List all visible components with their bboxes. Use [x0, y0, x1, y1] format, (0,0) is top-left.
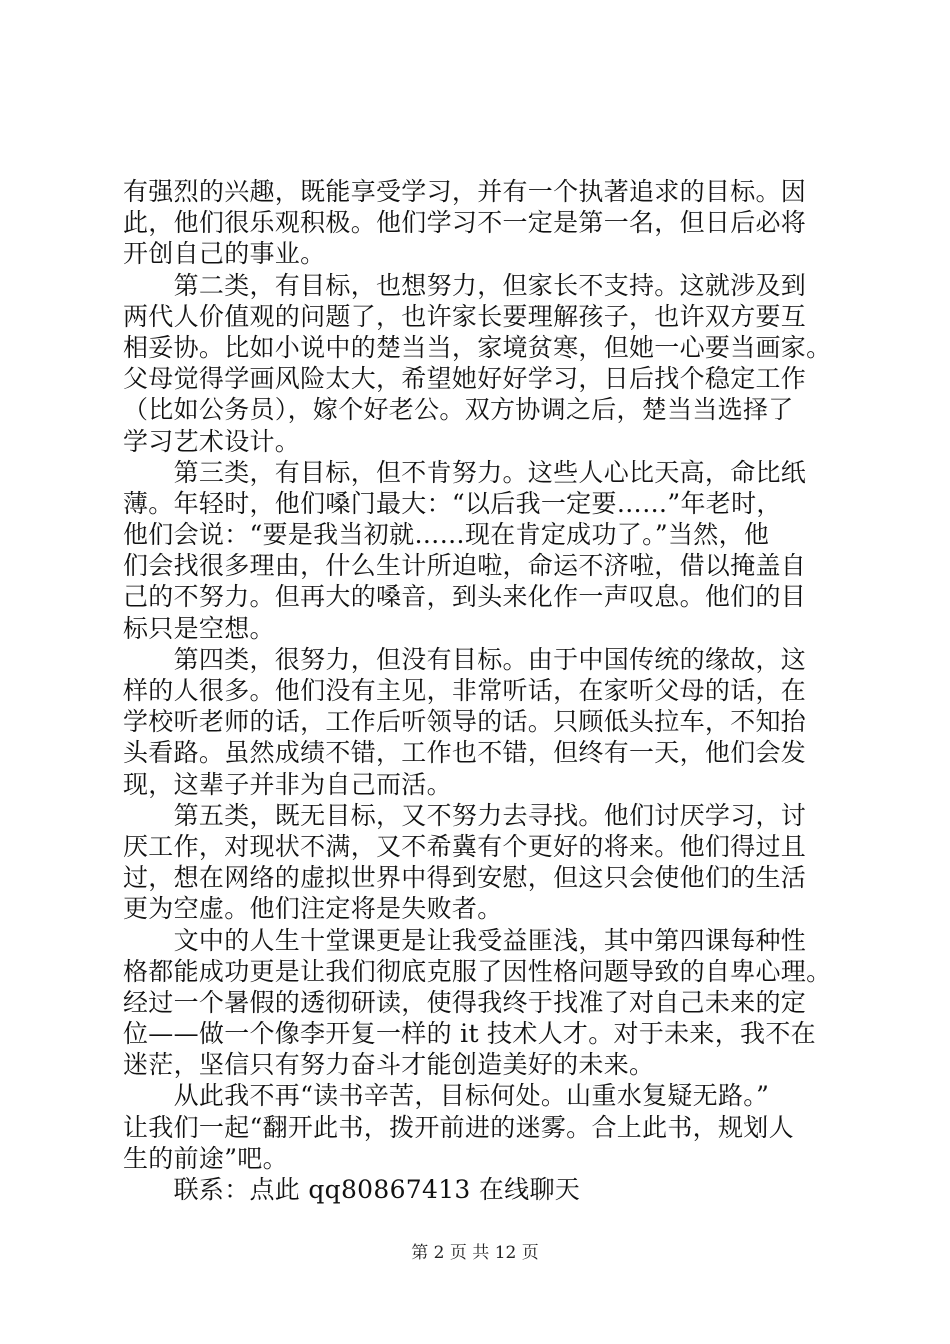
text-line: 位——做一个像李开复一样的 it 技术人才。对于未来，我不在: [123, 1019, 816, 1049]
text-line: 有强烈的兴趣，既能享受学习，并有一个执著追求的目标。因: [123, 177, 807, 206]
text-line: 薄。年轻时，他们嗓门最大：“以后我一定要……”年老时，: [123, 488, 782, 518]
text-line: 己的不努力。但再大的嗓音，到头来化作一声叹息。他们的目: [123, 582, 807, 612]
text-line: 学习艺术设计。: [123, 426, 301, 456]
text-line: 们会找很多理由，什么生计所迫啦，命运不济啦，借以掩盖自: [123, 551, 807, 581]
text-line: 第四类，很努力，但没有目标。由于中国传统的缘故，这: [123, 644, 807, 674]
text-line: 父母觉得学画风险太大，希望她好好学习，日后找个稳定工作: [123, 364, 807, 394]
text-line: 经过一个暑假的透彻研读，使得我终于找准了对自己未来的定: [123, 987, 807, 1017]
text-line: 此，他们很乐观积极。他们学习不一定是第一名，但日后必将: [123, 208, 807, 238]
text-line: 过，想在网络的虚拟世界中得到安慰，但这只会使他们的生活: [123, 863, 807, 893]
text-line: 厌工作，对现状不满，又不希冀有个更好的将来。他们得过且: [123, 831, 807, 861]
text-line: 两代人价值观的问题了，也许家长要理解孩子，也许双方要互: [123, 301, 807, 331]
text-line: 他们会说：“要是我当初就……现在肯定成功了。”当然，他: [123, 520, 770, 550]
text-line: 联系：点此 qq80867413 在线聊天: [123, 1175, 581, 1204]
document-body: [123, 176, 843, 1205]
text-line: 迷茫，坚信只有努力奋斗才能创造美好的未来。: [123, 1050, 655, 1080]
text-line: 相妥协。比如小说中的楚当当，家境贫寒，但她一心要当画家。: [123, 332, 832, 362]
text-line: 更为空虚。他们注定将是失败者。: [123, 894, 503, 924]
text-line: 让我们一起“翻开此书，拨开前进的迷雾。合上此书，规划人: [123, 1112, 794, 1142]
text-line: 生的前途”吧。: [123, 1143, 288, 1173]
text-line: 文中的人生十堂课更是让我受益匪浅，其中第四课每种性: [123, 925, 807, 955]
text-line: 第二类，有目标，也想努力，但家长不支持。这就涉及到: [123, 270, 807, 300]
text-line: （比如公务员），嫁个好老公。双方协调之后，楚当当选择了: [123, 395, 794, 425]
text-line: 第五类，既无目标，又不努力去寻找。他们讨厌学习，讨: [123, 800, 807, 830]
text-line: 标只是空想。: [123, 613, 275, 643]
text-line: 现，这辈子并非为自己而活。: [123, 769, 452, 799]
text-line: 第三类，有目标，但不肯努力。这些人心比天高，命比纸: [123, 457, 807, 487]
text-line: 样的人很多。他们没有主见，非常听话，在家听父母的话，在: [123, 676, 807, 705]
text-line: 格都能成功更是让我们彻底克服了因性格问题导致的自卑心理。: [123, 956, 832, 986]
text-line: 学校听老师的话，工作后听领导的话。只顾低头拉车，不知抬: [123, 707, 807, 737]
text-line: 头看路。虽然成绩不错，工作也不错，但终有一天，他们会发: [123, 738, 807, 768]
text-line: 开创自己的事业。: [123, 239, 326, 269]
text-line: 从此我不再“读书辛苦，目标何处。山重水复疑无路。”: [123, 1081, 770, 1111]
page-footer: 第 2 页 共 12 页: [411, 1243, 539, 1263]
